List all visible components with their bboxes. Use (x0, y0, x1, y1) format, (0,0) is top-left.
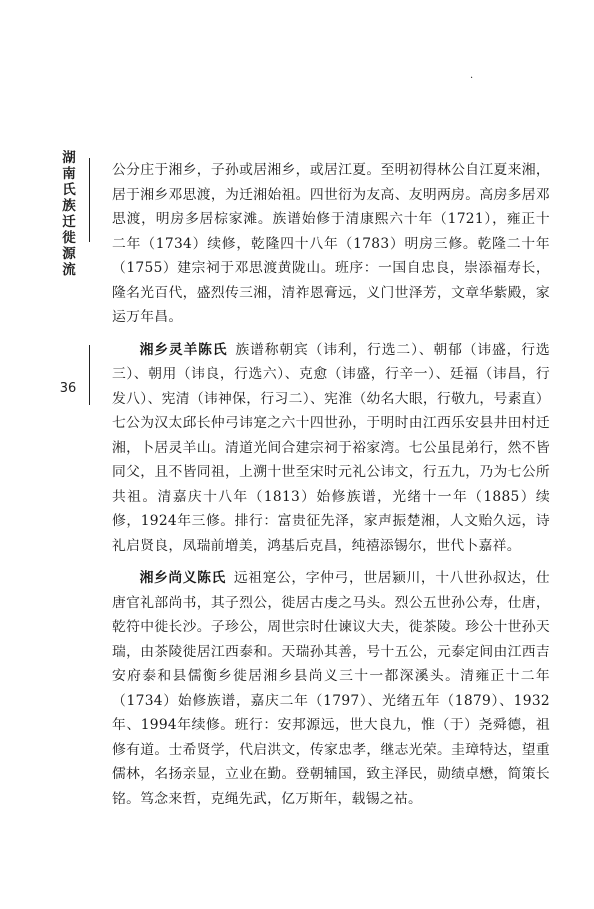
page-dot-mark: · (470, 73, 474, 84)
paragraph-shangyi-chen (112, 566, 550, 811)
running-title (58, 150, 80, 278)
running-title-char: 徙 (62, 230, 76, 246)
running-title-char: 流 (62, 262, 76, 278)
paragraph-text: 公分庄于湘乡，子孙或居湘乡，或居江夏。至明初得林公自江夏来湘，居于湘乡邓思渡，为迁湘始祖。四世衍为友高、友明两房。高房多居邓思渡，明房多居棕家滩。族谱始修于清康熙六十年（1721），雍正十二年（1734）续修，乾隆四十八年（1783）明房三修。乾隆二十年（1755）建宗祠于邓思渡黄陇山。班序：一国自忠良，崇添福寿长，隆名光百代，盛烈传三湘，清祚恩膏远，义门世泽芳，文章华紫殿，家运万年昌。 (112, 162, 550, 325)
running-title-char: 源 (62, 246, 76, 262)
paragraph-text: 远祖寔公，字仲弓，世居颍川，十八世孙叔达，仕唐官礼部尚书，其子烈公，徙居古虔之马头。烈公五世孙公寿，仕唐，乾符中徙长沙。子珍公，周世宗时仕谏议大夫，徙茶陵。珍公十世孙天瑞，由茶陵徙居江西泰和。天瑞孙其善，号十五公，元泰定间由江西吉安府泰和县儒衡乡徙居湘乡县尚义三十一都深溪头。清雍正十二年（1734）始修族谱，嘉庆二年（1797）、光绪五年（1879）、1932年、1994年续修。班行：安邦源远，世大良九，惟（于）尧舜德，祖修有道。士希贤学，代启洪文，传家忠孝，继志光荣。圭璋特达，望重儒林，名扬亲显，立业在勤。登朝辅国，致主泽民，勋绩卓懋，简策长铭。笃念来哲，克绳先武，亿万斯年，载锡之祜。 (112, 570, 550, 807)
running-title-char: 氏 (62, 182, 76, 198)
body-text (112, 158, 550, 819)
paragraph-text: 族谱称朝宾（讳利，行选二）、朝郁（讳盛，行选三）、朝用（讳良，行选六）、克愈（讳盛，行辛一）、廷福（讳昌，行发八）、宪清（讳神保，行习二）、宪淮（幼名大眼，行敬九，号素直）七公为汉太邱长仲弓讳寔之六十四世孙，于明时由江西乐安县井田村迁湘，卜居灵羊山。清道光间合建宗祠于裕家湾。七公虽昆弟行，然不皆同父，且不皆同祖，上溯十世至宋时元礼公讳文，行五九，乃为七公所共祖。清嘉庆十八年（1813）始修族谱，光绪十一年（1885）续修，1924年三修。排行：富贵征先泽，家声振楚湘，人文贻久远，诗礼启贤良，凤瑞前增美，鸿基后克昌，纯禧添锡尔，世代卜嘉祥。 (112, 341, 550, 554)
running-title-char: 迁 (62, 214, 76, 230)
margin-rule-bottom (89, 345, 90, 405)
paragraph-heading: 湘乡尚义陈氏 (139, 570, 226, 586)
paragraph-lingyang-chen (112, 338, 550, 559)
running-title-char: 湖 (62, 150, 76, 166)
page-number: 36 (59, 381, 77, 396)
margin-rule-top (89, 158, 90, 242)
running-title-char: 族 (62, 198, 76, 214)
running-title-char: 南 (62, 166, 76, 182)
paragraph-continued (112, 158, 550, 330)
paragraph-heading: 湘乡灵羊陈氏 (139, 341, 228, 358)
